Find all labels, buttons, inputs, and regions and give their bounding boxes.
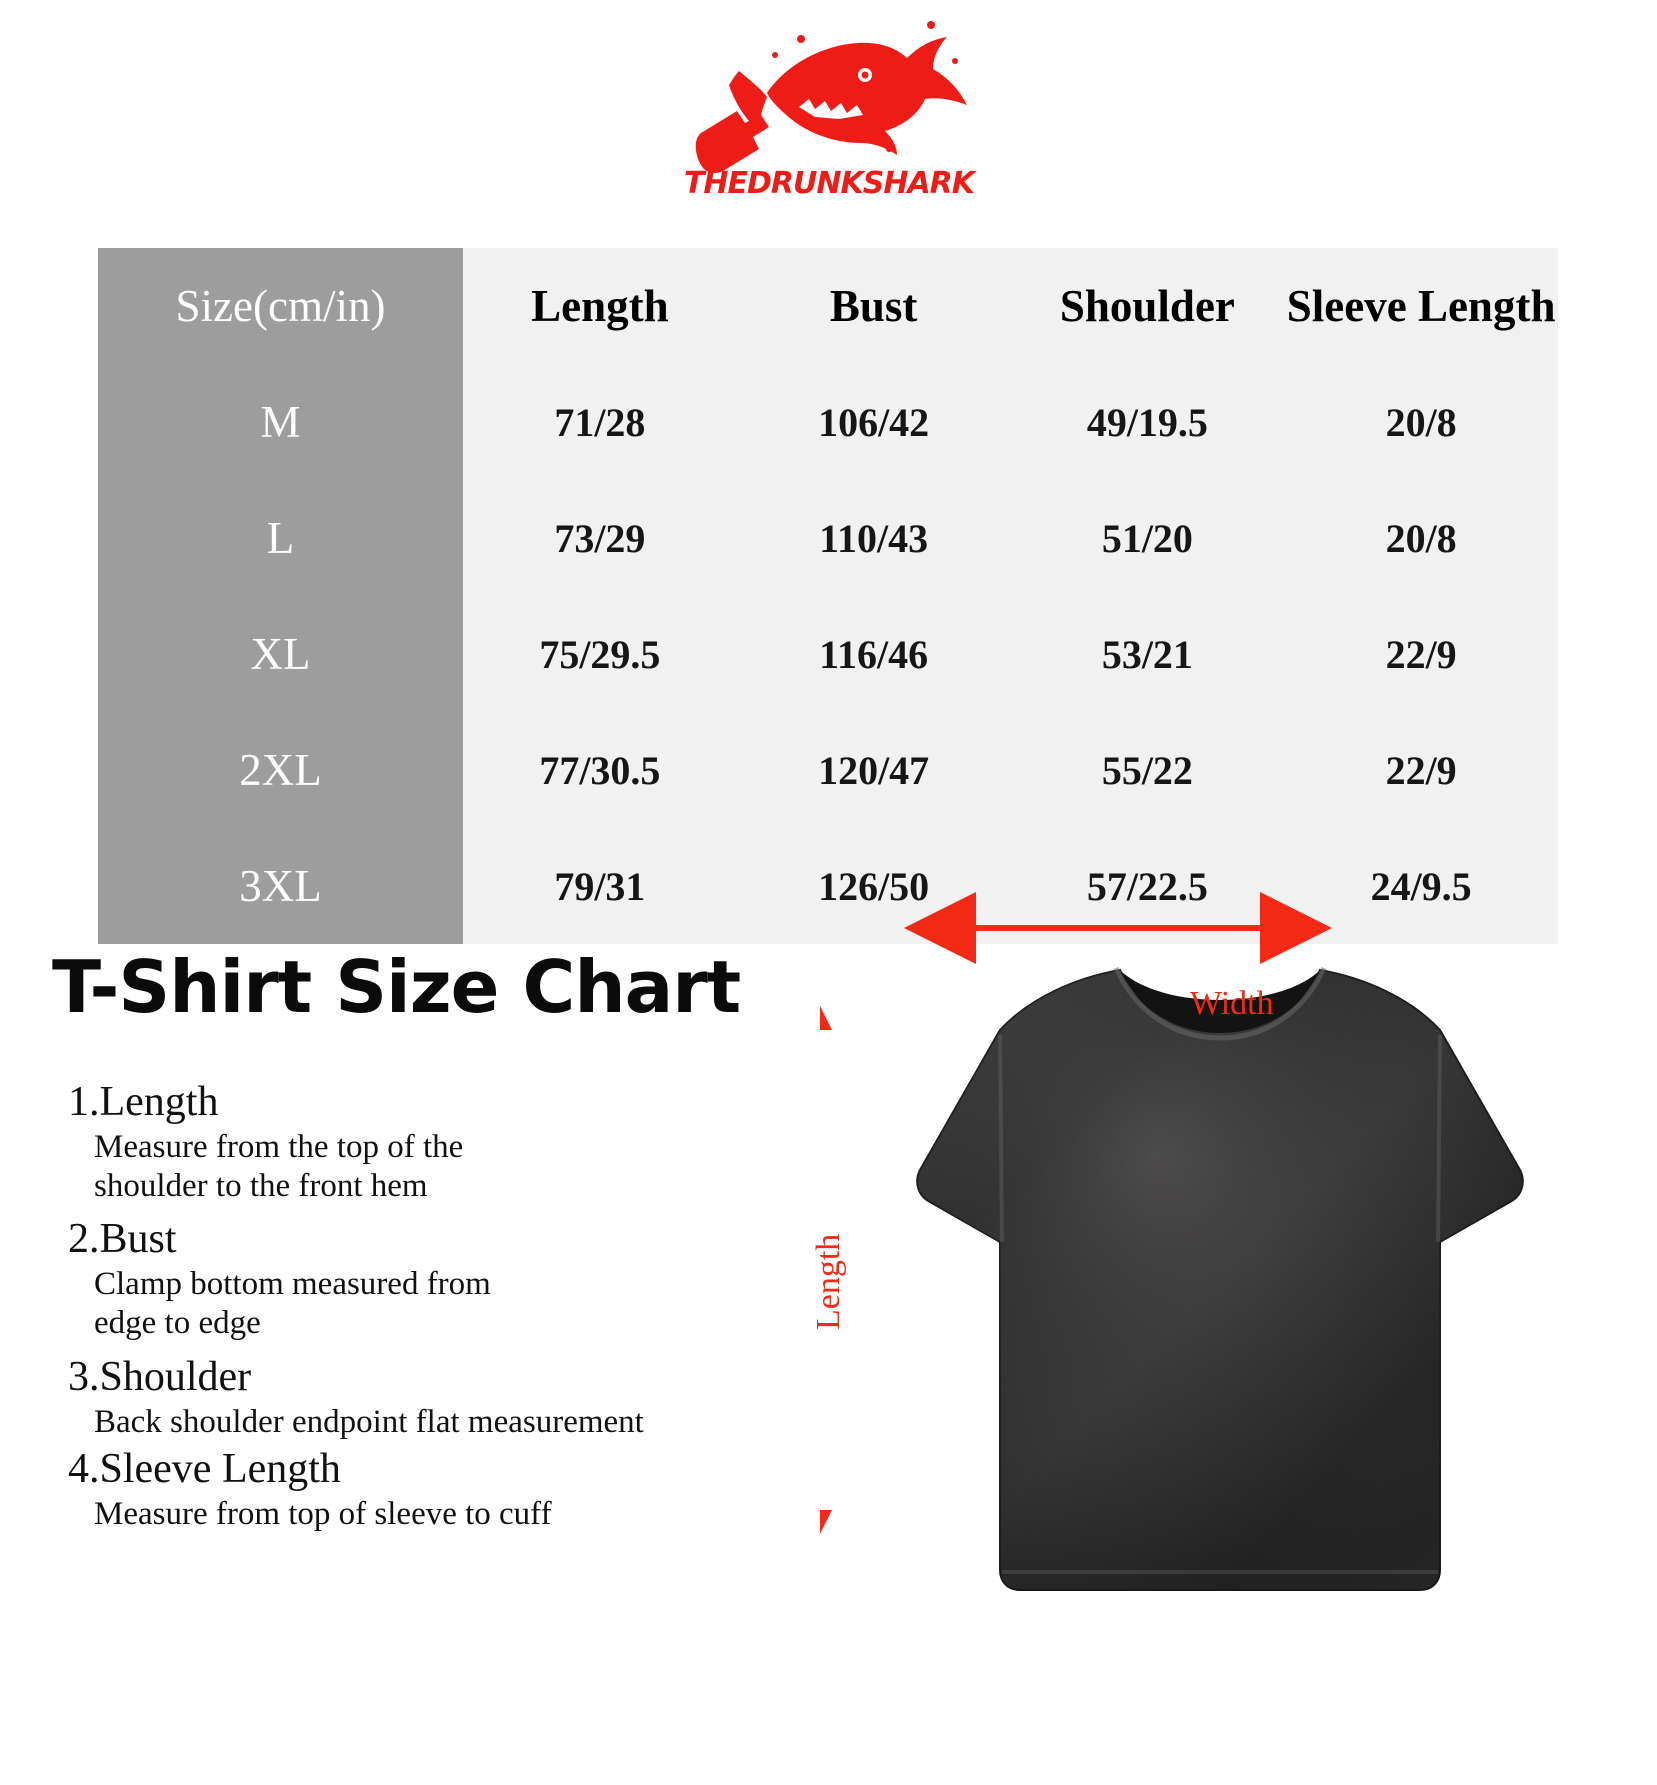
instruction-desc [94, 1265, 808, 1343]
svg-text:THEDRUNKSHARK: THEDRUNKSHARK [683, 166, 974, 201]
cell-shoulder: 55/22 [1101, 747, 1193, 793]
brand-logo [0, 10, 1657, 210]
instruction-length [68, 1080, 808, 1206]
cell-shoulder: 57/22.5 [1086, 863, 1208, 909]
cell-length: 73/29 [554, 515, 646, 561]
instruction-desc-line: shoulder to the front hem [94, 1168, 428, 1205]
table-row [98, 364, 1558, 480]
cell-sleeve: 22/9 [1385, 747, 1457, 793]
cell-bust: 120/47 [818, 747, 930, 793]
cell-bust: 126/50 [818, 863, 930, 909]
table-header-row [98, 248, 1558, 364]
table-header-sleeve-length: Sleeve Length [1286, 281, 1556, 331]
instruction-heading: 3.Shoulder [68, 1354, 252, 1400]
table-row [98, 596, 1558, 712]
row-size-label: XL [98, 596, 463, 712]
measurement-guide-section [0, 945, 1657, 1785]
cell-length: 75/29.5 [539, 631, 661, 677]
size-chart-table [98, 248, 1558, 944]
table-header-length: Length [531, 281, 669, 331]
table-header-bust: Bust [829, 281, 918, 331]
width-label: Width [1190, 985, 1274, 1022]
cell-bust: 106/42 [818, 399, 930, 445]
cell-sleeve: 24/9.5 [1370, 863, 1472, 909]
cell-shoulder: 53/21 [1101, 631, 1193, 677]
row-size-label: M [98, 364, 463, 480]
instruction-desc-line: Back shoulder endpoint flat measurement [94, 1404, 644, 1441]
cell-sleeve: 20/8 [1385, 515, 1457, 561]
cell-bust: 110/43 [819, 515, 929, 561]
instruction-desc-line: Measure from the top of the [94, 1129, 464, 1166]
cell-shoulder: 51/20 [1101, 515, 1193, 561]
instruction-heading: 1.Length [68, 1079, 219, 1125]
instruction-bust [68, 1217, 808, 1343]
instruction-heading: 2.Bust [68, 1216, 177, 1262]
instruction-desc [94, 1403, 808, 1442]
instruction-desc-line: Measure from top of sleeve to cuff [94, 1496, 552, 1533]
table-header-size: Size(cm/in) [98, 248, 463, 364]
cell-bust: 116/46 [819, 631, 929, 677]
cell-shoulder: 49/19.5 [1086, 399, 1208, 445]
row-size-label: L [98, 480, 463, 596]
instruction-shoulder [68, 1355, 808, 1442]
table-row [98, 712, 1558, 828]
instruction-desc [94, 1128, 808, 1206]
instruction-desc-line: Clamp bottom measured from [94, 1266, 491, 1303]
shark-with-bottle-icon [679, 15, 979, 205]
instruction-sleeve-length [68, 1447, 808, 1534]
instruction-heading: 4.Sleeve Length [68, 1446, 341, 1492]
page-title: T-Shirt Size Chart [52, 945, 741, 1029]
tshirt-right-sleeve-seam [1438, 1035, 1440, 1242]
cell-length: 71/28 [554, 399, 646, 445]
length-label: Length [810, 1233, 847, 1330]
cell-length: 79/31 [554, 863, 646, 909]
tshirt-wash-overlay [917, 970, 1523, 1590]
cell-length: 77/30.5 [539, 747, 661, 793]
table-row [98, 480, 1558, 596]
cell-sleeve: 22/9 [1385, 631, 1457, 677]
table-header-shoulder: Shoulder [1059, 281, 1235, 331]
instruction-desc [94, 1495, 808, 1534]
instruction-desc-line: edge to edge [94, 1305, 261, 1342]
cell-sleeve: 20/8 [1385, 399, 1457, 445]
row-size-label: 3XL [98, 828, 463, 944]
row-size-label: 2XL [98, 712, 463, 828]
tshirt-left-sleeve-seam [1000, 1035, 1002, 1242]
